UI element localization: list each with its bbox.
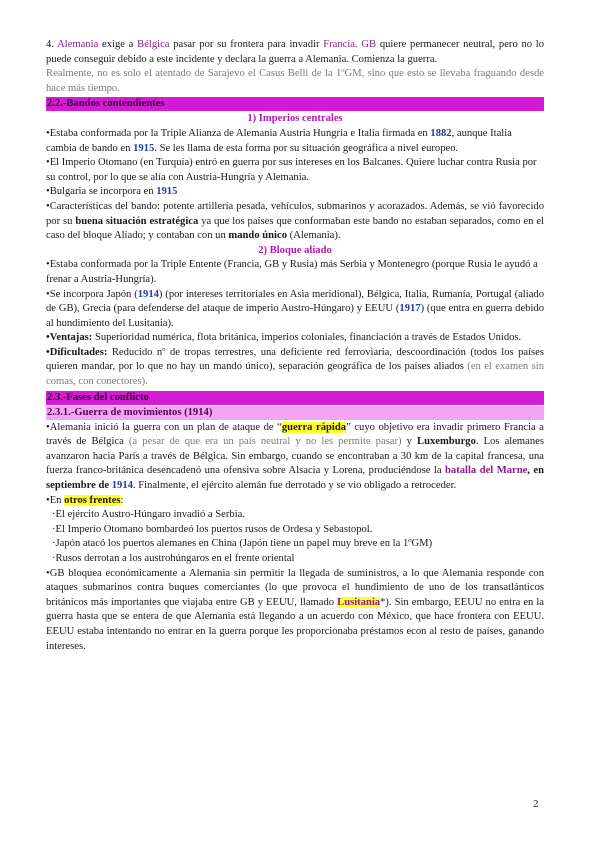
country-alemania: Alemania [57,39,99,50]
country-belgica: Bélgica [137,39,170,50]
item-number: 4. [46,39,54,50]
year-highlight: 1914 [111,480,133,492]
year-highlight: 1882 [430,127,452,139]
aliado-p2 [46,288,544,332]
text-span: . Finalmente, el ejército alemán fue derrotado y se vio obligado a retroceder. [132,480,457,492]
text-span: ” cuyo objetivo era invadir primero Francia a través de Bélgica [46,421,544,448]
imperios-p4 [46,200,544,244]
text-span: . Se les llama de esta forma por su situación geográfica a nivel europeo. [154,142,459,154]
section-heading-bandos: 2.2.-Bandos contendientes [46,97,544,111]
text-span: •Bulgaria se incorpora en [46,186,154,198]
highlight-term: guerra rápida [281,421,347,433]
list-item: ·Rusos derrotan a los austrohúngaros en el frente oriental [52,553,295,564]
text-span: y [406,436,412,448]
text-span: ) (por intereses territoriales en Asia meridional), Bélgica, Italia, Rumanía, Portugal (aliado de GB), Grecia (para defenderse del ataque de imperio Austro-Húngaro) y EEUU ( [46,288,544,315]
text-span: . Los alemanes avanzaron hacia París a través de Bélgica. Sin embargo, cuando se encontraban a 30 km de la capital francesa, una fuerza franco-británica desencadenó una ofensiva sobre Alsacia y Lorena, produciéndose la [46,436,544,477]
subheading-imperios: 1) Imperios centrales [247,113,343,125]
mov-p3 [46,567,544,655]
intro-paragraph [46,38,544,67]
text-span: ya que los países que conformaban este bando no estaban separados, como en el caso del bloque Aliado; y contaban con un [46,215,544,242]
document-page [46,38,544,654]
subheading-aliado: 2) Bloque aliado [258,244,332,256]
text-span: •Se incorpora Japón ( [46,288,138,300]
year-highlight: 1915 [156,186,178,198]
bold-term: •Ventajas: [46,332,93,344]
list-item: ·El Imperio Otomano bombardeó los puertos rusos de Ordesa y Sebastopol. [52,523,373,535]
text-span: pasar por su frontera para invadir [173,39,320,50]
text-span: •Estaba conformada por la Triple Alianza de Alemania Austria Hungria e Italia firmada en [46,127,428,139]
text-span: •Alemania inició la guerra con un plan de ataque de “ [46,421,282,433]
text-span: exige a [102,39,134,50]
bold-term: •Dificultades: [46,346,108,358]
aliado-p1: •Estaba conformada por la Triple Entente (Francia, GB y Rusia) más Serbia y Montenegro (porque Rusia le ayudó a frenar a Austria-Hungría). [46,259,538,285]
highlight-term: otros frentes [64,494,121,506]
year-highlight: 1914 [137,288,159,300]
page-number: 2 [533,798,539,810]
text-span: : [120,494,124,506]
intro-note: Realmente, no es solo el atentado de Sarajevo el Casus Belli de la 1ºGM, sino que esto se llevaba fraguando desde hace más tiempo. [46,68,544,94]
imperios-p1 [46,127,544,156]
bold-term: Luxemburgo [417,436,476,448]
imperios-p3 [46,185,544,200]
section-heading-fases: 2.3.-Fases del conflicto [46,391,544,405]
mov-p2 [46,494,544,509]
bold-term: , en septiembre de [46,465,545,492]
section-heading-movimientos: 2.3.1.-Guerra de movimientos (1914) [46,406,544,420]
list-item: ·El ejército Austro-Húngaro invadió a Serbia. [52,509,245,521]
country-francia: Francia. [323,39,358,50]
bold-term: buena situación estratégica [75,215,199,227]
year-highlight: 1915 [133,142,155,154]
year-highlight: 1917 [399,303,421,315]
text-span: , aunque Italia cambia de bando en [46,127,512,154]
aliado-p4 [46,346,544,390]
text-span: *). Sin embargo, EEUU no entra en la guerra hasta que se entera de que Alemania está llegando a un acuerdo con México, que hace frontera con EEUU. EEUU estaba intentando no entrar en la guerra porque les proporcionaba préstamos econ al resto de países, ganando intereses. [46,596,544,652]
aliado-p3 [46,331,544,346]
list-item: ·Japón atacó los puertos alemanes en China (Japón tiene un papel muy breve en la 1ºGM) [52,538,433,550]
imperios-p2: •El Imperio Otomano (en Turquía) entró en guerra por sus intereses en los Balcanes. Quiere luchar contra Rusia por su control, por lo que se alía con Austria-Hungría y Alemania. [46,157,537,183]
country-gb: GB [361,39,377,50]
highlight-term: Lusitania [337,596,381,608]
text-span: Reducido nº de tropas terrestres, una deficiente red ferroviaria, descoordinación (todos los países quieren mandar, por lo que no hay un mando único), separación geográfica de los países aliados [46,346,544,373]
text-span: (Alemania). [289,230,341,242]
bold-term: mando único [228,230,287,242]
text-span: ) (que entra en guerra debido al hundimiento del Lusitania). [46,303,545,329]
text-span: •Características del bando: potente artillería pesada, vehículos, submarinos y acorazados. Además, se vió favorecido por su [46,200,544,227]
text-span: •En [46,494,62,506]
text-span: quiere permanecer neutral, pero no lo puede conseguir debido a este incidente y declara la guerra a Alemania. Comienza la guerra. [46,39,545,65]
text-span: Superioridad numérica, flota británica, imperios coloniales, financiación a través de Estados Unidos. [94,332,522,344]
gray-note: (a pesar de que era un país neutral y no les permite pasar) [128,436,402,448]
mov-p1 [46,421,544,494]
marne-term: batalla del Marne [445,465,528,477]
text-span: •GB bloquea económicamente a Alemania sin permitir la llegada de suministros, a lo que Alemania responde con ataques submarinos contra buques comerciantes (lo que provoca el hundimiento de uno de los transatlánticos británicos más importantes que viajaba entre GB y EEUU, llamado [46,567,544,608]
gray-note: (en el examen sin comas, con conectores). [46,361,545,388]
